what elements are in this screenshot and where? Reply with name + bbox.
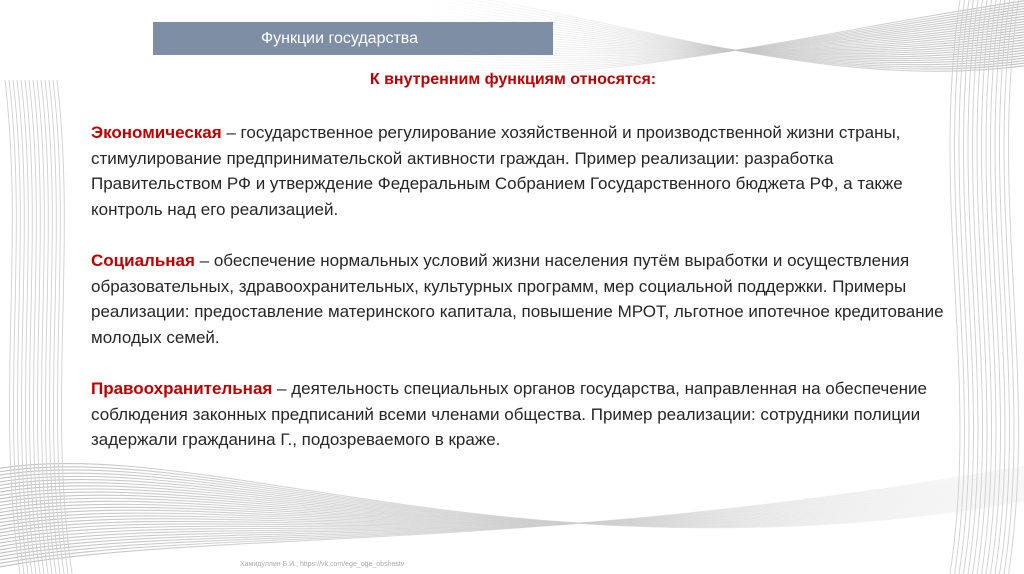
- function-item-economic: [91, 120, 951, 222]
- function-description: – государственное регулирование хозяйственной и производственной жизни страны, стимулирование предпринимательской активности граждан. Пример реализации: разработка Правительством РФ и утверждение Федеральным Собранием Государственного бюджета РФ, а также контроль над его реализацией.: [91, 123, 903, 219]
- slide-title: Функции государства: [261, 30, 419, 47]
- functions-list: [91, 120, 951, 479]
- section-subtitle: К внутренним функциям относятся:: [369, 71, 657, 88]
- function-term: Экономическая: [91, 123, 222, 142]
- slide-title-bar: [153, 22, 553, 55]
- function-term: Социальная: [91, 251, 195, 270]
- function-description: – обеспечение нормальных условий жизни населения путём выработки и осуществления образовательных, здравоохранительных, культурных программ, мер социальной поддержки. Примеры реализации: предоставление материнского капитала, повышение МРОТ, льготное ипотечное кредитование молодых семей.: [91, 251, 944, 347]
- function-item-law-enforcement: [91, 376, 951, 453]
- function-item-social: [91, 248, 951, 350]
- function-term: Правоохранительная: [91, 379, 273, 398]
- author-footer: Хамидуллин Б.И.; https://vk.com/ege_oge_obshestv: [240, 561, 405, 568]
- function-description: – деятельность специальных органов государства, направленная на обеспечение соблюдения законных предписаний всеми членами общества. Пример реализации: сотрудники полиции задержали гражданина Г., подозреваемого в краже.: [91, 379, 927, 449]
